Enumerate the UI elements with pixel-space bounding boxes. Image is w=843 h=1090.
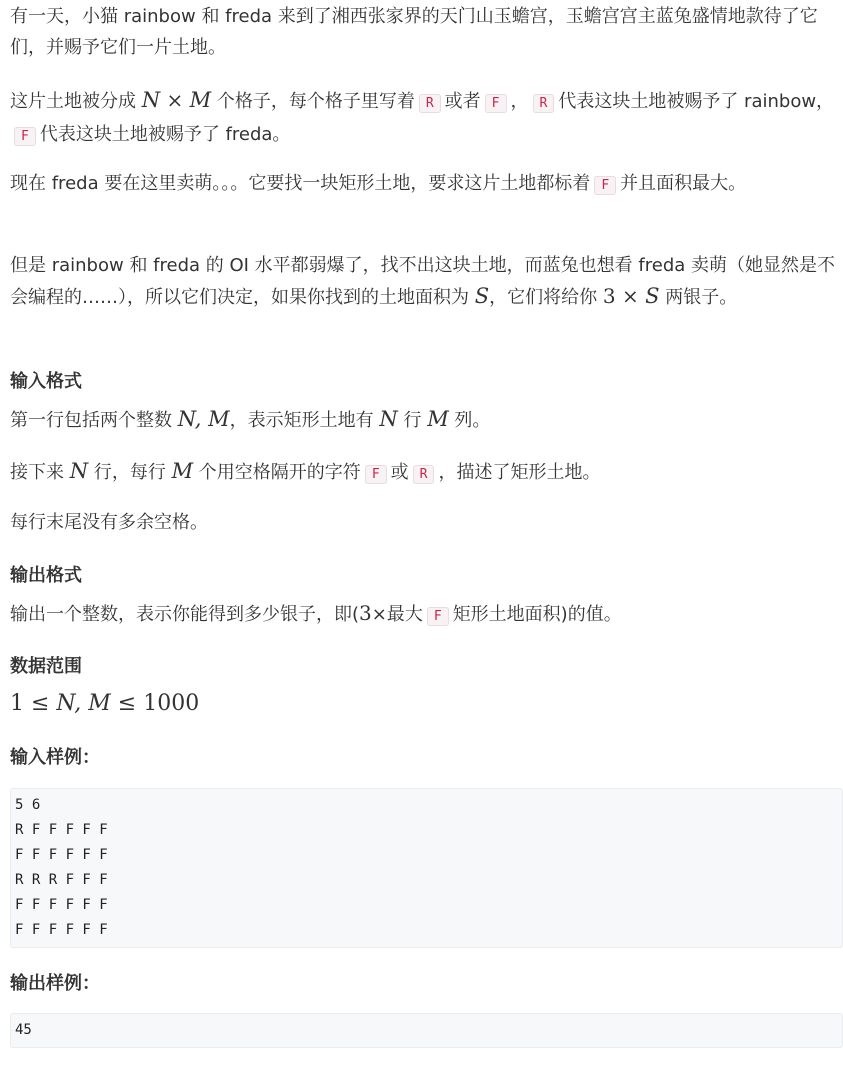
goal-paragraph: 现在 freda 要在这里卖萌。。。它要找一块矩形土地，要求这片土地都标着 F 并且面积最大。 [10,173,747,194]
output-paragraph: 输出一个整数，表示你能得到多少银子，即(3×最大 F 矩形土地面积)的值。 [10,601,622,625]
sample-output-heading: 输出样例： [10,973,100,994]
sample-output-block[interactable] [10,1013,843,1048]
input-line1-paragraph: 第一行包括两个整数 N, M，表示矩形土地有 N 行 M 列。 [10,407,491,431]
math-N: N [141,88,161,112]
sample-output-code[interactable]: 45 [15,1022,32,1038]
sample-input-heading: 输入样例： [10,747,100,768]
math-S: S [474,284,490,308]
output-format-heading: 输出格式 [10,565,82,586]
data-range-heading: 数据范围 [10,656,82,677]
sample-input-code[interactable]: 5 6 R F F F F F F F F F F F R R R F F F F F F F F F F F F F F F [15,797,108,938]
code-R: R [413,465,435,484]
input-grid-paragraph: 接下来 N 行，每行 M 个用空格隔开的字符 F 或 R ，描述了矩形土地。 [10,459,601,483]
code-R: R [419,94,441,113]
input-format-heading: 输入格式 [10,371,82,392]
math-M: M [189,88,212,112]
code-F: F [485,94,507,113]
code-F: F [365,465,387,484]
grid-description-paragraph: 这片土地被分成 N × M 个格子，每个格子里写着 R 或者 F ， R 代表这块土地被赐予了 rainbow，F 代表这块土地被赐予了 freda。 [10,88,835,145]
code-R: R [533,94,555,113]
code-F: F [594,176,616,195]
math-S: S [645,284,660,308]
data-range-formula: 1 ≤ N, M ≤ 1000 [10,691,200,716]
sample-input-block[interactable] [10,788,843,948]
input-note-paragraph: 每行末尾没有多余空格。 [10,512,208,533]
code-F: F [14,127,36,146]
reward-paragraph: 但是 rainbow 和 freda 的 OI 水平都弱爆了，找不出这块土地，而蓝兔也想看 freda 卖萌（她显然是不会编程的……），所以它们决定，如果你找到的土地面积为 S，它们将给你 3 × S 两银子。 [10,255,835,308]
story-paragraph: 有一天，小猫 rainbow 和 freda 来到了湘西张家界的天门山玉蟾宫，玉蟾宫宫主蓝兔盛情地款待了它们，并赐予它们一片土地。 [10,6,818,58]
code-F: F [427,607,449,626]
